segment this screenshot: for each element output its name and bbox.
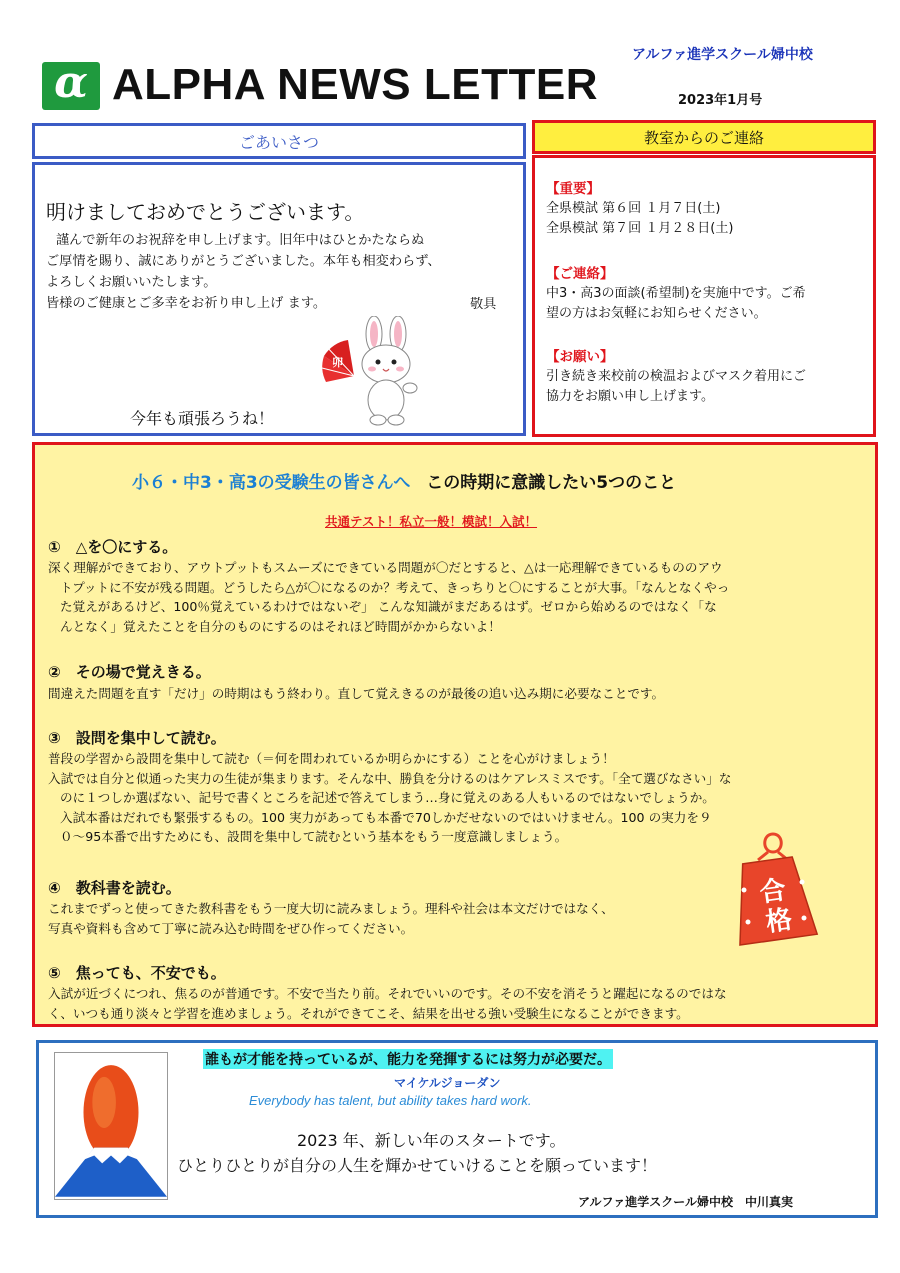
notice-heading: 教室からのご連絡 bbox=[532, 120, 876, 154]
greeting-cheer: 今年も頑張ろうね！ bbox=[130, 409, 275, 428]
greeting-sign: 敬具 bbox=[470, 297, 497, 312]
notice-contact-label: 【ご連絡】 bbox=[546, 266, 614, 282]
newsletter-title: ALPHA NEWS LETTER bbox=[112, 60, 598, 109]
greeting-line: 皆様のご健康とご多幸をお祈り申し上げ ます。 bbox=[46, 296, 327, 311]
section-line: んとなく」覚えたことを自分のものにするのはそれほど時間がかからないよ！ bbox=[60, 618, 501, 634]
amulet-char: 合 bbox=[757, 875, 788, 909]
section-line: 普段の学習から設問を集中して読む（＝何を問われているか明らかにする）ことを心がけましょう！ bbox=[48, 751, 615, 766]
section-line: く、いつも通り淡々と学習を進めましょう。それができてこそ、結果を出せる強い受験生になることができます。 bbox=[48, 1005, 689, 1021]
section-heading: ① △を〇にする。 bbox=[48, 538, 178, 556]
section-line: トプットに不安が残る問題。どうしたら△が〇になるのか？考えて、きっちりと〇にすることが大事。「なんとなくやっ bbox=[60, 579, 730, 595]
omamori-icon bbox=[729, 834, 817, 945]
section-line: 入試では自分と似通った実力の生徒が集まります。そんな中、勝負を分けるのはケアレスミスです。「全て選びなさい」な bbox=[48, 770, 732, 786]
main-title-topic: この時期に意識したい5つのこと bbox=[426, 473, 677, 493]
notice-contact bbox=[546, 264, 866, 324]
quote-author: マイケルジョーダン bbox=[394, 1076, 501, 1090]
quote-text: 誰もが才能を持っているが、能力を発揮するには努力が必要だ。 bbox=[203, 1049, 613, 1069]
section-body bbox=[48, 684, 866, 704]
section-line: 間違えた問題を直す「だけ」の時期はもう終わり。直して覚えきるのが最後の追い込み期に必要なことです。 bbox=[48, 686, 665, 701]
closing-line: 2023 年、新しい年のスタートです。 bbox=[297, 1131, 566, 1150]
notice-line: 全県模試 第７回 １月２８日(土) bbox=[546, 221, 734, 236]
section-body bbox=[48, 558, 866, 636]
amulet-illustration bbox=[718, 830, 828, 950]
greeting-heading: ごあいさつ bbox=[32, 123, 526, 159]
notice-line: 中3・高3の面談(希望制)を実施中です。ご希 bbox=[546, 286, 806, 301]
section-heading: ② その場で覚えきる。 bbox=[48, 663, 211, 681]
mountain-icon bbox=[55, 1148, 167, 1197]
notice-line: 望の方はお気軽にお知らせください。 bbox=[546, 306, 767, 321]
section-body bbox=[48, 899, 728, 938]
alpha-logo-glyph: α bbox=[54, 57, 88, 108]
section-line: 入試本番はだれでも緊張するもの。100 実力があっても本番で70しかだせないのではいけません。100 の実力を９ bbox=[60, 809, 712, 825]
section-line: 写真や資料も含めて丁寧に読み込む時間をぜひ作ってください。 bbox=[48, 920, 414, 936]
notice-line: 協力をお願い申し上げます。 bbox=[546, 389, 714, 404]
main-title-audience: 小６・中3・高3の受験生の皆さんへ bbox=[132, 473, 411, 493]
section-body bbox=[48, 984, 866, 1023]
closing-sign: アルファ進学スクール婦中校 中川真実 bbox=[578, 1195, 794, 1209]
quote-english: Everybody has talent, but ability takes hard work. bbox=[249, 1093, 532, 1108]
school-name: アルファ進学スクール婦中校 bbox=[632, 47, 813, 63]
notice-important-label: 【重要】 bbox=[546, 181, 600, 197]
fan-text: 卯 bbox=[332, 356, 343, 369]
mount-fuji-illustration bbox=[54, 1052, 168, 1200]
section-heading: ④ 教科書を読む。 bbox=[48, 879, 181, 897]
main-title bbox=[132, 468, 676, 493]
notice-important bbox=[546, 179, 866, 239]
main-subtitle: 共通テスト！私立一般！模試！入試！ bbox=[325, 514, 538, 529]
greeting-line: ご厚情を賜り、誠にありがとうございました。本年も相変わらず、 bbox=[46, 254, 441, 269]
section-line: のに１つしか選ばない、記号で書くところを記述で答えてしまう…身に覚えのある人もいるのではないでしょうか。 bbox=[60, 790, 715, 805]
section-line: 入試が近づくにつれ、焦るのが普通です。不安で当たり前。それでいいのです。その不安を消そうと躍起になるのではな bbox=[48, 986, 727, 1001]
greeting-line: 謹んで新年のお祝辞を申し上げます。旧年中はひとかたならぬ bbox=[56, 233, 425, 248]
alpha-logo bbox=[42, 57, 100, 110]
notice-request bbox=[546, 347, 866, 407]
issue-date: 2023年1月号 bbox=[678, 93, 763, 108]
notice-line: 全県模試 第６回 １月７日(土) bbox=[546, 201, 721, 216]
section-line: 深く理解ができており、アウトプットもスムーズにできている問題が〇だとすると、△は一応理解できているもののアウ bbox=[48, 560, 723, 575]
section-heading: ⑤ 焦っても、不安でも。 bbox=[48, 964, 226, 982]
section-heading: ③ 設問を集中して読む。 bbox=[48, 729, 226, 747]
sunrise-icon bbox=[83, 1065, 138, 1159]
section-line: これまでずっと使ってきた教科書をもう一度大切に読みましょう。理科や社会は本文だけではなく、 bbox=[48, 901, 614, 916]
closing-line: ひとりひとりが自分の人生を輝かせていけることを願っています！ bbox=[177, 1156, 658, 1175]
notice-request-label: 【お願い】 bbox=[546, 349, 614, 365]
amulet-char: 格 bbox=[764, 904, 795, 939]
greeting-line: よろしくお願いいたします。 bbox=[46, 275, 217, 290]
greeting-lead: 明けましておめでとうございます。 bbox=[46, 200, 365, 224]
fan-icon bbox=[322, 340, 354, 382]
rabbit-illustration bbox=[318, 316, 428, 428]
section-line: た覚えがあるけど、100％覚えているわけではないぞ」 こんな知識がまだあるはず。ゼロから始めるのではなく「な bbox=[60, 599, 717, 614]
notice-line: 引き続き来校前の検温およびマスク着用にご bbox=[546, 369, 807, 384]
greeting-text bbox=[46, 230, 516, 314]
section-line: ０～95本番で出すためにも、設問を集中して読むという基本をもう一度意識しましょう。 bbox=[60, 829, 568, 844]
